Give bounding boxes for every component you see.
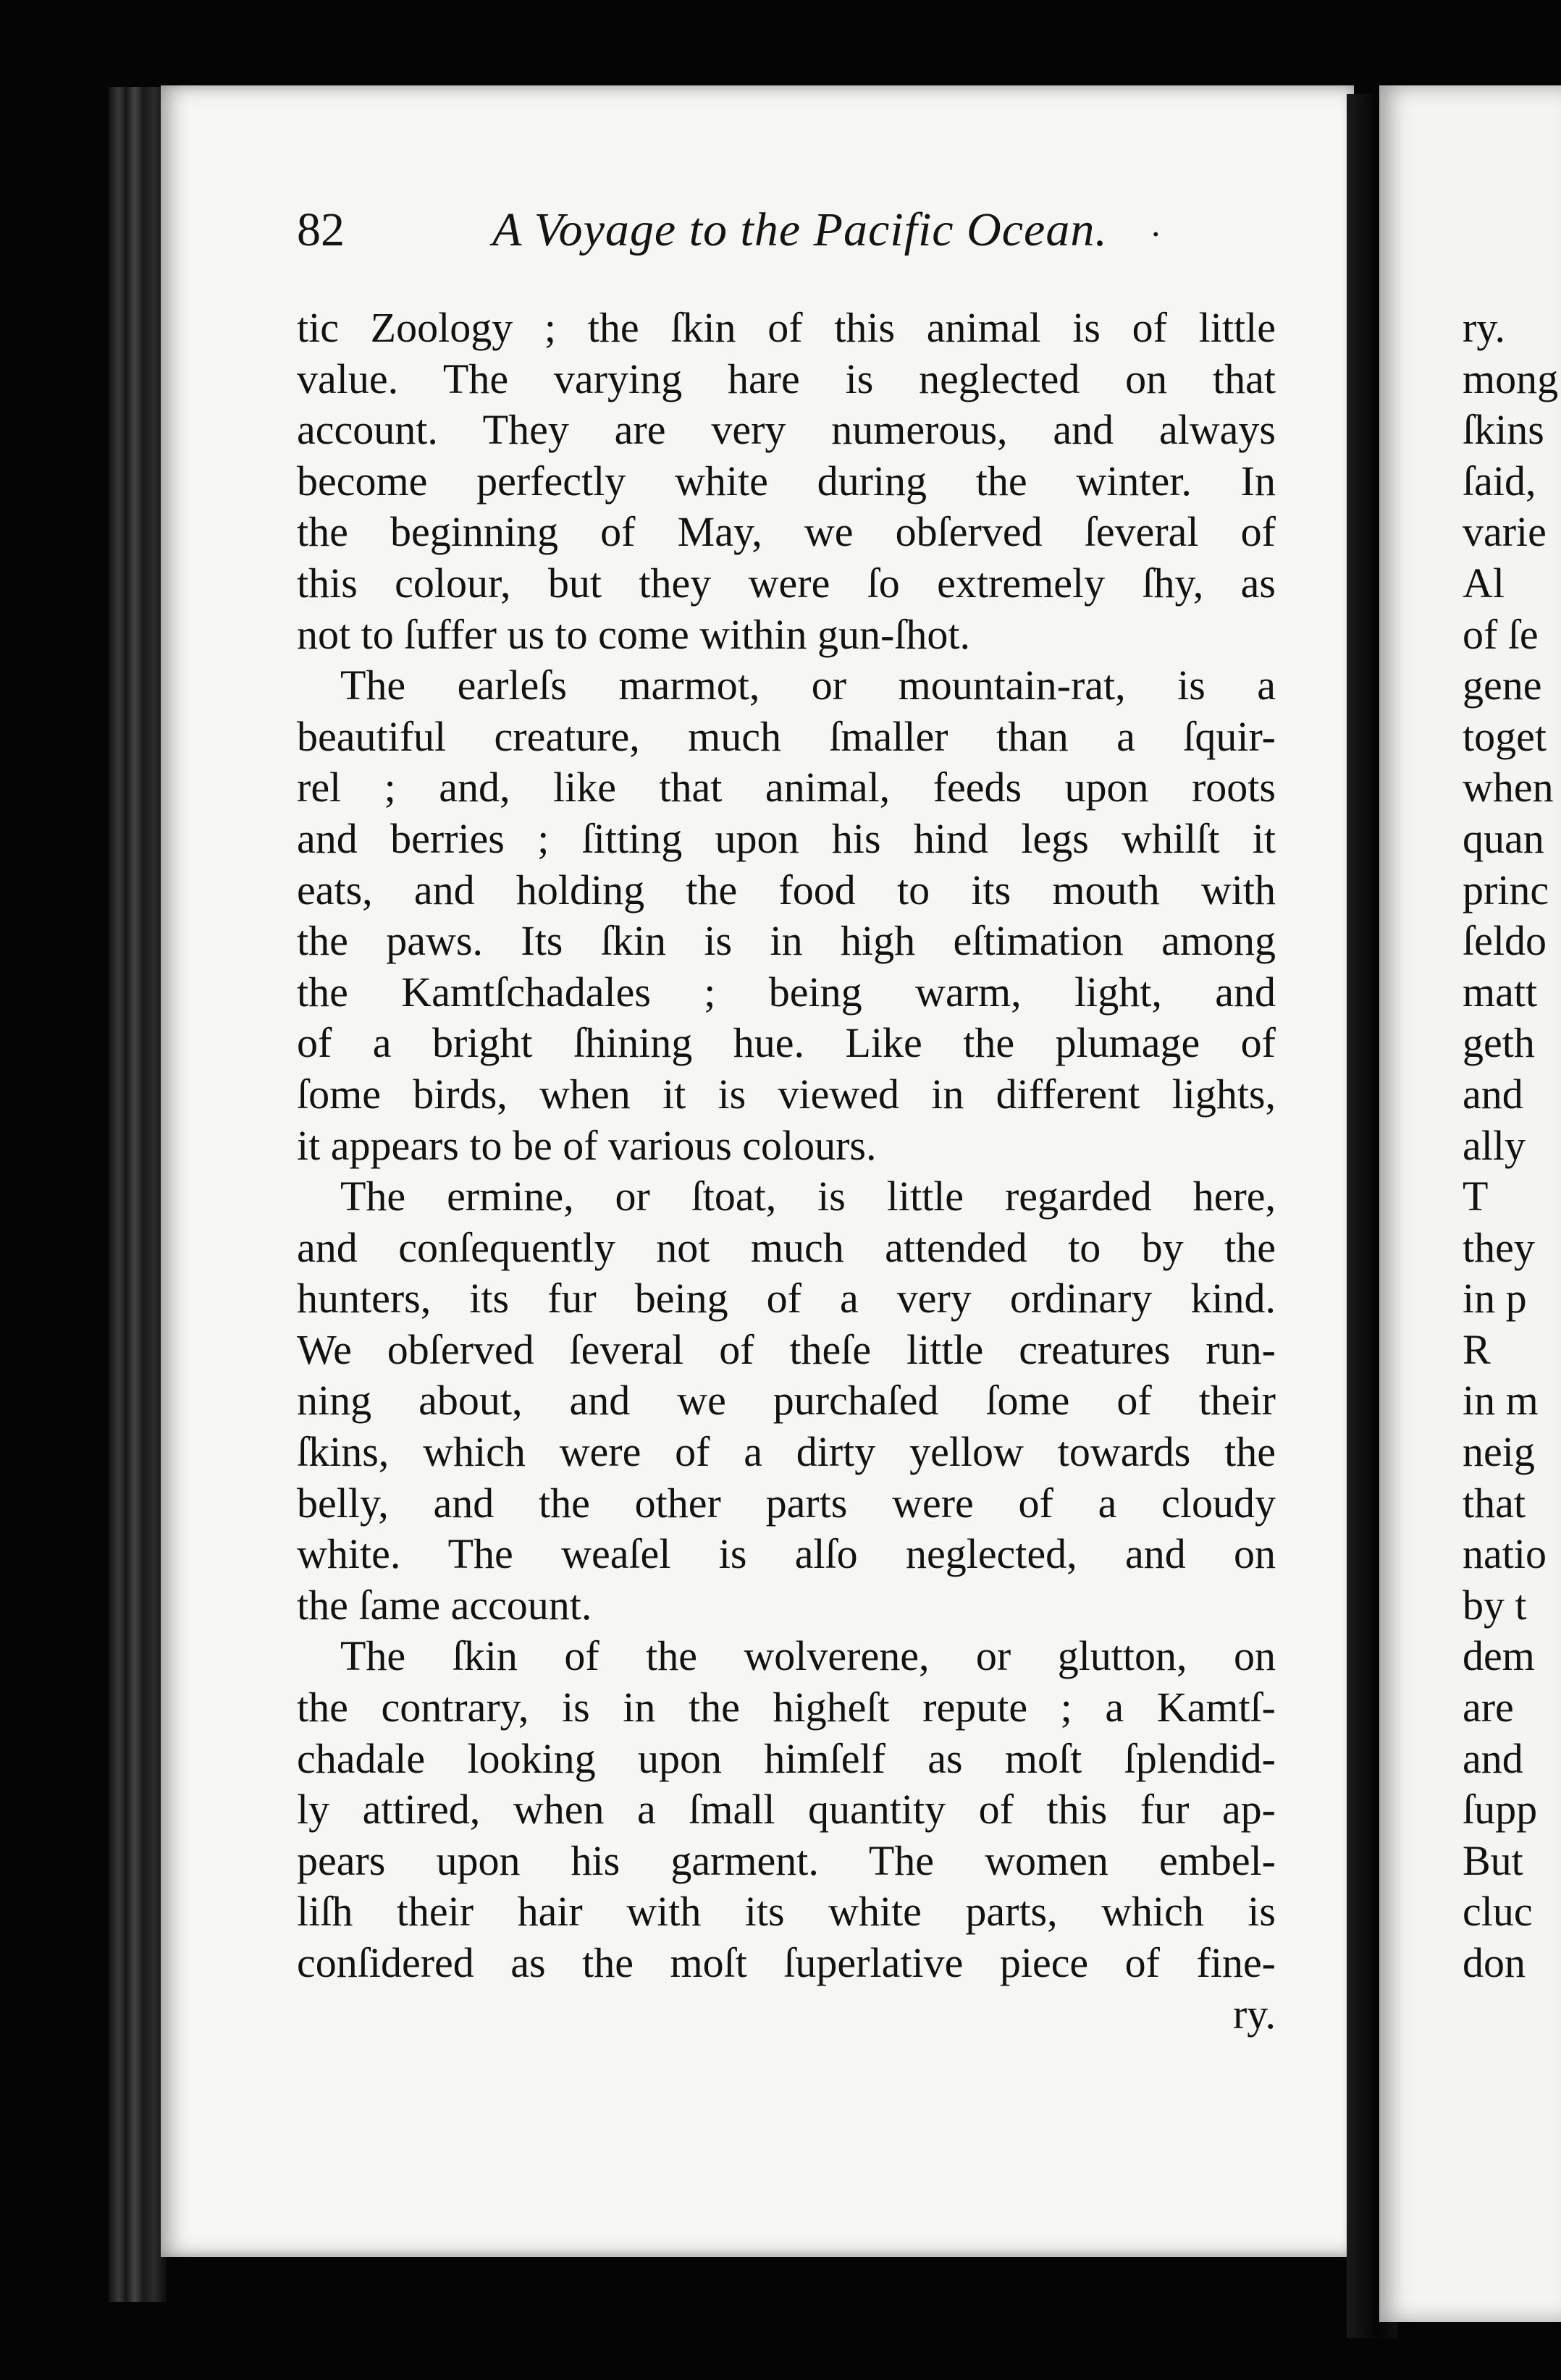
text-line: ning about, and we purchaſed ſome of their	[297, 1377, 1276, 1425]
facing-line: ſupp	[1463, 1786, 1538, 1833]
text-line: the ſame account.	[297, 1581, 592, 1629]
page-header	[297, 203, 1274, 268]
facing-line: when	[1463, 764, 1554, 811]
text-line: the Kamtſchadales ; being warm, light, and	[297, 968, 1276, 1016]
text-line: of a bright ſhining hue. Like the plumage of	[297, 1019, 1276, 1067]
text-line: beautiful creature, much ſmaller than a ſquir-	[297, 712, 1276, 760]
paragraph-start-line: The ſkin of the wolverene, or glutton, on	[340, 1632, 1276, 1680]
facing-line: ry.	[1463, 304, 1506, 351]
text-line: chadale looking upon himſelf as moſt ſplendid-	[297, 1734, 1276, 1782]
facing-line: Al	[1463, 559, 1505, 607]
running-title: A Voyage to the Pacific Ocean.	[492, 203, 1108, 256]
facing-page-text	[1463, 303, 1561, 1989]
facing-line: by t	[1463, 1581, 1527, 1629]
text-line: tic Zoology ; the ſkin of this animal is of little	[297, 304, 1276, 351]
facing-line: are	[1463, 1684, 1514, 1731]
text-line: this colour, but they were ſo extremely ſhy, as	[297, 559, 1276, 607]
text-line: not to ſuffer us to come within gun-ſhot.	[297, 610, 971, 658]
facing-line: R	[1463, 1325, 1491, 1373]
facing-line: of ſe	[1463, 610, 1539, 658]
paragraph-start-line: The earleſs marmot, or mountain-rat, is a	[340, 662, 1276, 709]
facing-line: in p	[1463, 1275, 1527, 1322]
text-line: eats, and holding the food to its mouth with	[297, 866, 1276, 913]
facing-line: varie	[1463, 508, 1547, 556]
text-line: We obſerved ſeveral of theſe little creatures run-	[297, 1325, 1276, 1373]
paragraph-start-line: The ermine, or ſtoat, is little regarded here,	[340, 1173, 1276, 1220]
text-line: the contrary, is in the higheſt repute ; a Kamtſ-	[297, 1684, 1276, 1731]
text-line: white. The weaſel is alſo neglected, and on	[297, 1530, 1276, 1578]
facing-line: gene	[1463, 662, 1542, 709]
facing-line: don	[1463, 1939, 1526, 1986]
text-line: become perfectly white during the winter. In	[297, 457, 1276, 505]
facing-line: toget	[1463, 712, 1547, 760]
facing-line: they	[1463, 1223, 1535, 1271]
text-line: value. The varying hare is neglected on that	[297, 355, 1276, 402]
facing-line: ſaid,	[1463, 457, 1536, 505]
body-text	[297, 303, 1276, 2040]
facing-line: in m	[1463, 1377, 1539, 1425]
facing-line: princ	[1463, 866, 1549, 913]
text-line: ſkins, which were of a dirty yellow towards the	[297, 1428, 1276, 1476]
facing-line: ſeldo	[1463, 917, 1547, 965]
facing-line: geth	[1463, 1019, 1535, 1067]
text-line: rel ; and, like that animal, feeds upon roots	[297, 764, 1276, 811]
facing-line: mong	[1463, 355, 1559, 402]
facing-line: natio	[1463, 1530, 1547, 1578]
header-mark: .	[1151, 203, 1161, 244]
facing-line: and	[1463, 1070, 1523, 1118]
text-line: ſome birds, when it is viewed in different lights,	[297, 1070, 1276, 1118]
facing-line: quan	[1463, 814, 1544, 862]
facing-line: cluc	[1463, 1888, 1533, 1936]
text-line: the beginning of May, we obſerved ſeveral of	[297, 508, 1276, 556]
catchword: ry.	[1232, 1990, 1276, 2038]
text-line: belly, and the other parts were of a cloudy	[297, 1479, 1276, 1527]
facing-line: neig	[1463, 1428, 1535, 1476]
facing-line: ally	[1463, 1121, 1526, 1169]
book-spine-edge	[109, 87, 167, 2302]
text-line: conſidered as the moſt ſuperlative piece of fine-	[297, 1939, 1276, 1986]
facing-line: But	[1463, 1836, 1523, 1884]
text-line: and conſequently not much attended to by the	[297, 1223, 1276, 1271]
facing-line: matt	[1463, 968, 1538, 1016]
text-line: and berries ; ſitting upon his hind legs whilſt it	[297, 814, 1276, 862]
text-line: account. They are very numerous, and always	[297, 406, 1276, 454]
text-line: liſh their hair with its white parts, which is	[297, 1888, 1276, 1936]
text-line: hunters, its fur being of a very ordinary kind.	[297, 1275, 1276, 1322]
facing-line: dem	[1463, 1632, 1535, 1680]
page-number: 82	[297, 203, 345, 256]
text-line: the paws. Its ſkin is in high eſtimation among	[297, 917, 1276, 965]
facing-line: T	[1463, 1173, 1489, 1220]
facing-line: that	[1463, 1479, 1526, 1527]
text-line: it appears to be of various colours.	[297, 1121, 877, 1169]
facing-line: and	[1463, 1734, 1523, 1782]
facing-line: ſkins	[1463, 406, 1544, 454]
text-line: ly attired, when a ſmall quantity of this fur ap-	[297, 1786, 1276, 1833]
text-line: pears upon his garment. The women embel-	[297, 1836, 1276, 1884]
